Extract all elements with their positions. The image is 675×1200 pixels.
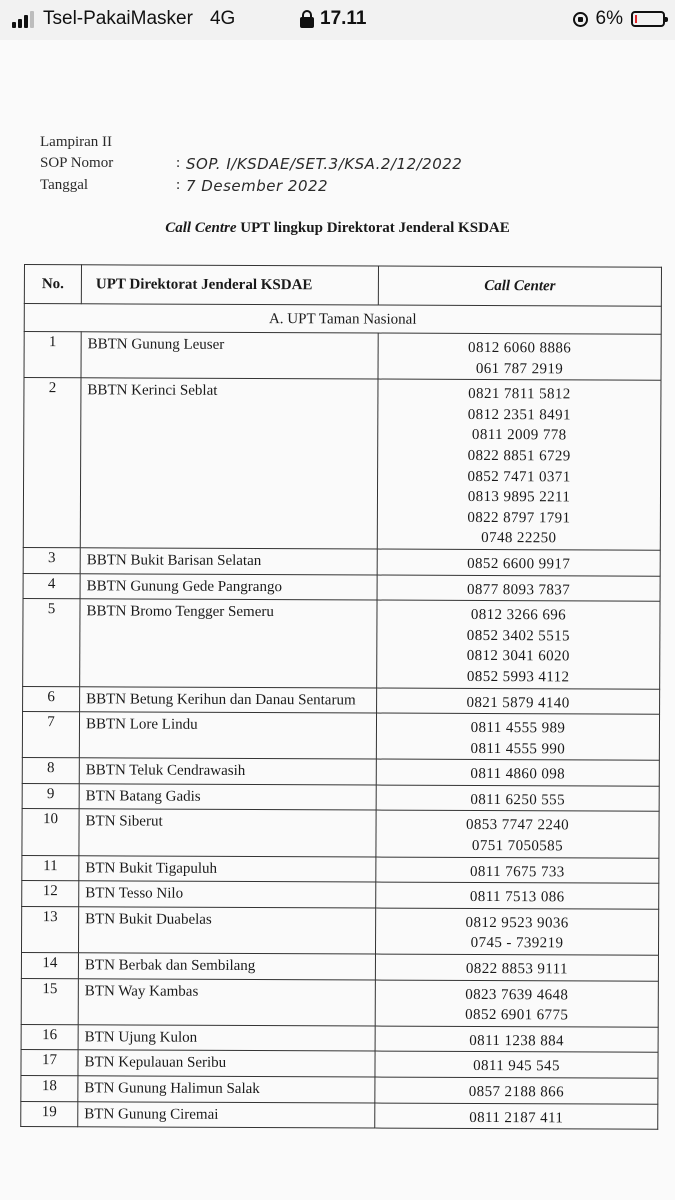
phone-number: 0812 6060 8886 bbox=[468, 339, 572, 357]
phone-number: 061 787 2919 bbox=[475, 360, 564, 377]
table-row bbox=[22, 809, 659, 858]
table-row bbox=[21, 953, 658, 981]
row-number: 1 bbox=[24, 332, 81, 378]
table-row bbox=[22, 758, 659, 786]
table-row bbox=[23, 599, 660, 689]
table-row bbox=[23, 378, 661, 551]
network-type: 4G bbox=[209, 8, 236, 29]
document-date: 7 Desember 2022 bbox=[186, 177, 329, 195]
table-row bbox=[22, 712, 659, 761]
phone-number: 0813 9895 2211 bbox=[467, 489, 571, 506]
table-row bbox=[21, 1101, 658, 1129]
upt-name: BTN Ujung Kulon bbox=[78, 1025, 375, 1052]
header-no: No. bbox=[24, 265, 81, 304]
phone-number: 0812 2351 8491 bbox=[467, 406, 571, 424]
row-number: 9 bbox=[22, 783, 79, 809]
table-row bbox=[22, 881, 659, 909]
meta-colon: : bbox=[176, 155, 181, 171]
upt-name: BTN Bukit Tigapuluh bbox=[79, 855, 376, 882]
call-center-cell bbox=[376, 759, 659, 786]
meta-label: Tanggal bbox=[40, 177, 89, 193]
document-page bbox=[0, 40, 675, 1200]
header-upt: UPT Direktorat Jenderal KSDAE bbox=[81, 265, 378, 305]
row-number: 18 bbox=[21, 1075, 78, 1101]
table-row bbox=[21, 906, 658, 955]
phone-number: 0857 2188 866 bbox=[468, 1083, 565, 1101]
clock: 17.11 bbox=[320, 8, 367, 29]
upt-name: BTN Berbak dan Sembilang bbox=[78, 953, 375, 980]
phone-number: 0811 945 545 bbox=[473, 1058, 560, 1075]
sop-number: SOP. I/KSDAE/SET.3/KSA.2/12/2022 bbox=[186, 155, 463, 173]
upt-name: BTN Bukit Duabelas bbox=[78, 907, 375, 954]
row-number: 19 bbox=[21, 1101, 78, 1127]
phone-number: 0822 8853 9111 bbox=[465, 960, 568, 978]
call-center-cell bbox=[375, 980, 658, 1027]
call-center-cell bbox=[375, 954, 658, 981]
phone-number: 0812 9523 9036 bbox=[465, 914, 569, 932]
meta-label: SOP Nomor bbox=[40, 155, 114, 171]
phone-number: 0852 6600 9917 bbox=[467, 555, 571, 573]
phone-number: 0811 4860 098 bbox=[470, 766, 566, 783]
phone-number: 0748 22250 bbox=[481, 530, 557, 547]
phone-number: 0811 7513 086 bbox=[469, 889, 565, 906]
phone-number: 0812 3266 696 bbox=[470, 607, 567, 624]
call-center-cell bbox=[377, 575, 660, 602]
phone-number: 0823 7639 4648 bbox=[465, 986, 569, 1004]
table-header-row bbox=[24, 265, 661, 307]
upt-name: BTN Gunung Halimun Salak bbox=[78, 1076, 375, 1103]
table-row bbox=[23, 573, 660, 601]
upt-name: BTN Siberut bbox=[79, 809, 376, 856]
row-number: 13 bbox=[21, 906, 78, 952]
upt-name: BBTN Kerinci Seblat bbox=[80, 378, 378, 549]
call-centre-table bbox=[20, 264, 662, 1130]
section-row bbox=[24, 304, 661, 335]
call-center-cell bbox=[377, 549, 660, 576]
upt-name: BBTN Bromo Tengger Semeru bbox=[80, 599, 377, 688]
row-number: 14 bbox=[21, 953, 78, 979]
call-center-cell bbox=[376, 785, 659, 812]
call-center-cell bbox=[375, 1026, 658, 1053]
call-center-cell bbox=[376, 882, 659, 909]
phone-number: 0811 4555 989 bbox=[470, 720, 566, 737]
call-center-cell bbox=[377, 379, 661, 550]
phone-number: 0877 8093 7837 bbox=[466, 581, 571, 598]
row-number: 3 bbox=[23, 547, 80, 573]
meta-colon: : bbox=[176, 177, 181, 193]
call-center-cell bbox=[375, 1051, 658, 1078]
upt-name: BBTN Lore Lindu bbox=[79, 712, 376, 759]
table-row bbox=[23, 547, 660, 575]
orientation-lock-icon bbox=[573, 12, 588, 27]
upt-name: BBTN Teluk Cendrawasih bbox=[79, 758, 376, 785]
call-center-cell bbox=[376, 857, 659, 884]
row-number: 11 bbox=[22, 855, 79, 881]
signal-icon bbox=[12, 10, 34, 28]
upt-name: BBTN Bukit Barisan Selatan bbox=[80, 548, 377, 575]
phone-number: 0821 5879 4140 bbox=[466, 694, 570, 711]
phone-number: 0811 2009 778 bbox=[471, 427, 567, 444]
upt-name: BTN Way Kambas bbox=[78, 978, 375, 1025]
upt-name: BTN Batang Gadis bbox=[79, 784, 376, 811]
call-center-cell bbox=[376, 811, 659, 858]
call-center-cell bbox=[376, 713, 659, 760]
phone-number: 0811 1238 884 bbox=[469, 1032, 564, 1050]
lock-icon bbox=[300, 10, 314, 28]
battery-percent: 6% bbox=[595, 8, 623, 29]
phone-number: 0811 2187 411 bbox=[469, 1109, 564, 1126]
upt-name: BBTN Gunung Leuser bbox=[81, 332, 378, 379]
row-number: 2 bbox=[23, 378, 81, 548]
upt-name: BTN Gunung Ciremai bbox=[78, 1101, 375, 1128]
row-number: 6 bbox=[23, 686, 80, 712]
phone-number: 0811 4555 990 bbox=[470, 740, 566, 758]
carrier-name: Tsel-PakaiMasker bbox=[43, 8, 193, 29]
phone-number: 0821 7811 5812 bbox=[468, 386, 571, 403]
row-number: 16 bbox=[21, 1024, 78, 1050]
title-italic: Call Centre bbox=[165, 220, 237, 236]
phone-number: 0811 7675 733 bbox=[469, 863, 565, 881]
phone-number: 0852 6901 6775 bbox=[465, 1007, 569, 1024]
row-number: 4 bbox=[23, 573, 80, 599]
row-number: 10 bbox=[22, 809, 79, 855]
call-center-cell bbox=[375, 1103, 658, 1130]
row-number: 8 bbox=[22, 758, 79, 784]
battery-icon bbox=[631, 11, 665, 27]
phone-number: 0811 6250 555 bbox=[470, 791, 566, 809]
document-title bbox=[0, 220, 675, 237]
call-centre-table-wrap bbox=[24, 264, 662, 1127]
section-title: A. UPT Taman Nasional bbox=[24, 304, 661, 335]
upt-name: BBTN Betung Kerihun dan Danau Sentarum bbox=[80, 686, 377, 713]
table-row bbox=[23, 686, 660, 714]
upt-name: BTN Kepulauan Seribu bbox=[78, 1050, 375, 1077]
call-center-cell bbox=[375, 1077, 658, 1104]
row-number: 5 bbox=[23, 599, 80, 687]
phone-number: 0852 3402 5515 bbox=[466, 627, 570, 645]
table-row bbox=[21, 1050, 658, 1078]
upt-name: BBTN Gunung Gede Pangrango bbox=[80, 573, 377, 600]
phone-number: 0822 8851 6729 bbox=[467, 447, 571, 465]
table-row bbox=[24, 332, 661, 381]
row-number: 15 bbox=[21, 978, 78, 1024]
row-number: 17 bbox=[21, 1050, 78, 1076]
phone-number: 0745 - 739219 bbox=[470, 935, 564, 952]
table-row bbox=[21, 978, 658, 1027]
phone-number: 0852 5993 4112 bbox=[466, 668, 570, 686]
phone-number: 0822 8797 1791 bbox=[467, 509, 571, 527]
upt-name: BTN Tesso Nilo bbox=[79, 881, 376, 908]
table-row bbox=[22, 783, 659, 811]
meta-label: Lampiran II bbox=[40, 134, 113, 150]
status-bar bbox=[0, 0, 675, 40]
call-center-cell bbox=[375, 908, 658, 955]
phone-number: 0812 3041 6020 bbox=[466, 648, 570, 665]
call-center-cell bbox=[377, 688, 660, 715]
row-number: 7 bbox=[22, 712, 79, 758]
header-call-center: Call Center bbox=[378, 266, 661, 306]
table-row bbox=[22, 855, 659, 883]
phone-number: 0751 7050585 bbox=[471, 838, 564, 855]
call-center-cell bbox=[378, 333, 661, 380]
row-number: 12 bbox=[22, 881, 79, 907]
phone-number: 0852 7471 0371 bbox=[467, 468, 571, 485]
phone-number: 0853 7747 2240 bbox=[465, 817, 570, 834]
table-row bbox=[21, 1024, 658, 1052]
call-center-cell bbox=[377, 600, 660, 689]
title-rest: UPT lingkup Direktorat Jenderal KSDAE bbox=[240, 220, 510, 236]
table-row bbox=[21, 1075, 658, 1103]
